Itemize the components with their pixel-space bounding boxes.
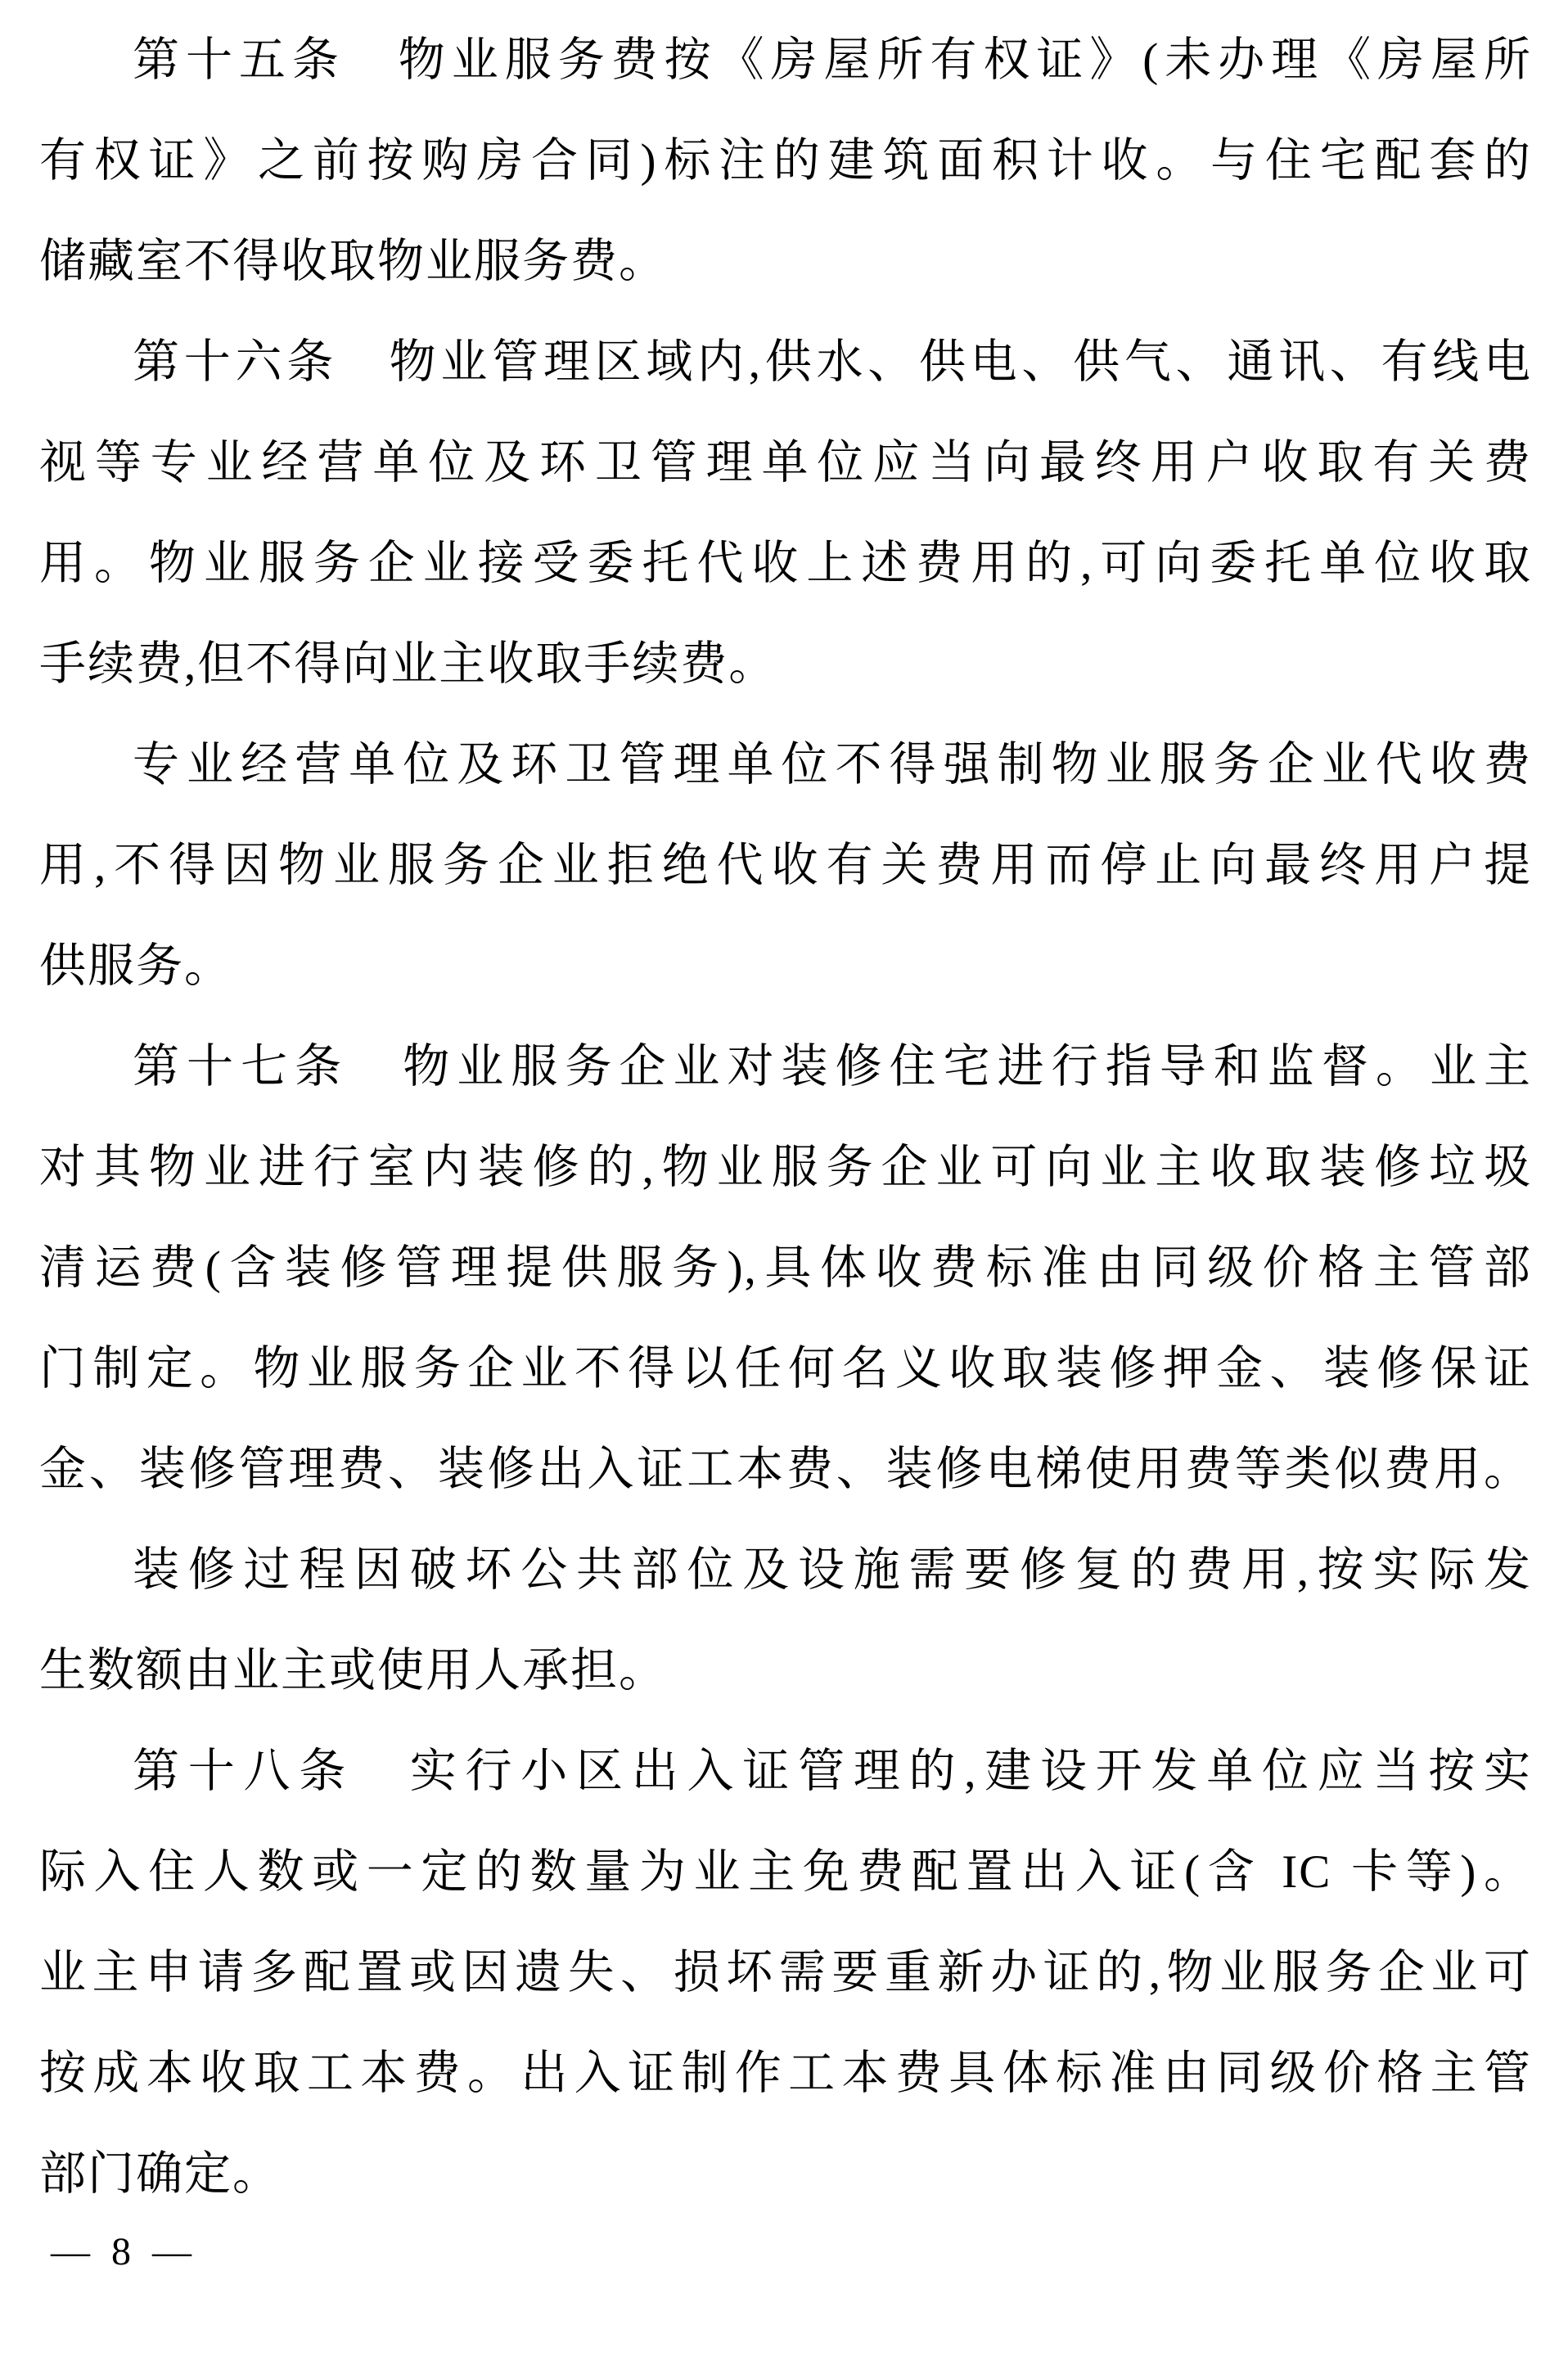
text-line: 按成本收取工本费。出入证制作工本费具体标准由同级价格主管 [39, 2048, 1532, 2099]
text-line: 视等专业经营单位及环卫管理单位应当向最终用户收取有关费 [39, 437, 1532, 489]
text-line: 用。物业服务企业接受委托代收上述费用的,可向委托单位收取 [39, 538, 1532, 589]
document-body [39, 10, 1532, 2224]
article-16 [39, 312, 1532, 714]
article-16-clause-2 [39, 714, 1532, 1016]
text-line: 生数额由业主或使用人承担。 [39, 1645, 667, 1696]
text-line: 清运费(含装修管理提供服务),具体收费标准由同级价格主管部 [39, 1242, 1532, 1294]
text-line: 用,不得因物业服务企业拒绝代收有关费用而停止向最终用户提 [39, 840, 1532, 891]
page-footer [51, 2228, 197, 2277]
text-line: 手续费,但不得向业主收取手续费。 [39, 638, 777, 690]
article-18 [39, 1721, 1532, 2224]
text-line: 第十七条 物业服务企业对装修住宅进行指导和监督。业主 [133, 1041, 1532, 1093]
page-number: — 8 — [51, 2230, 197, 2273]
text-line: 供服务。 [39, 940, 232, 992]
text-line: 有权证》之前按购房合同)标注的建筑面积计收。与住宅配套的 [39, 135, 1532, 187]
article-15 [39, 10, 1532, 312]
text-line: 第十五条 物业服务费按《房屋所有权证》(未办理《房屋所 [133, 34, 1532, 86]
text-line: 业主申请多配置或因遗失、损坏需要重新办证的,物业服务企业可 [39, 1947, 1532, 1998]
article-17 [39, 1016, 1532, 1520]
text-line: 金、装修管理费、装修出入证工本费、装修电梯使用费等类似费用。 [39, 1444, 1532, 1495]
text-line: 际入住人数或一定的数量为业主免费配置出入证(含 IC 卡等)。 [39, 1846, 1532, 1898]
text-line: 对其物业进行室内装修的,物业服务企业可向业主收取装修垃圾 [39, 1142, 1532, 1193]
text-line: 装修过程因破坏公共部位及设施需要修复的费用,按实际发 [133, 1544, 1532, 1596]
text-line: 第十八条 实行小区出入证管理的,建设开发单位应当按实 [133, 1746, 1532, 1797]
text-line: 专业经营单位及环卫管理单位不得强制物业服务企业代收费 [133, 739, 1532, 791]
text-line: 储藏室不得收取物业服务费。 [39, 236, 667, 287]
text-line: 第十六条 物业管理区域内,供水、供电、供气、通讯、有线电 [133, 336, 1532, 388]
text-line: 部门确定。 [39, 2148, 281, 2200]
article-17-clause-2 [39, 1520, 1532, 1721]
text-line: 门制定。物业服务企业不得以任何名义收取装修押金、装修保证 [39, 1343, 1532, 1395]
